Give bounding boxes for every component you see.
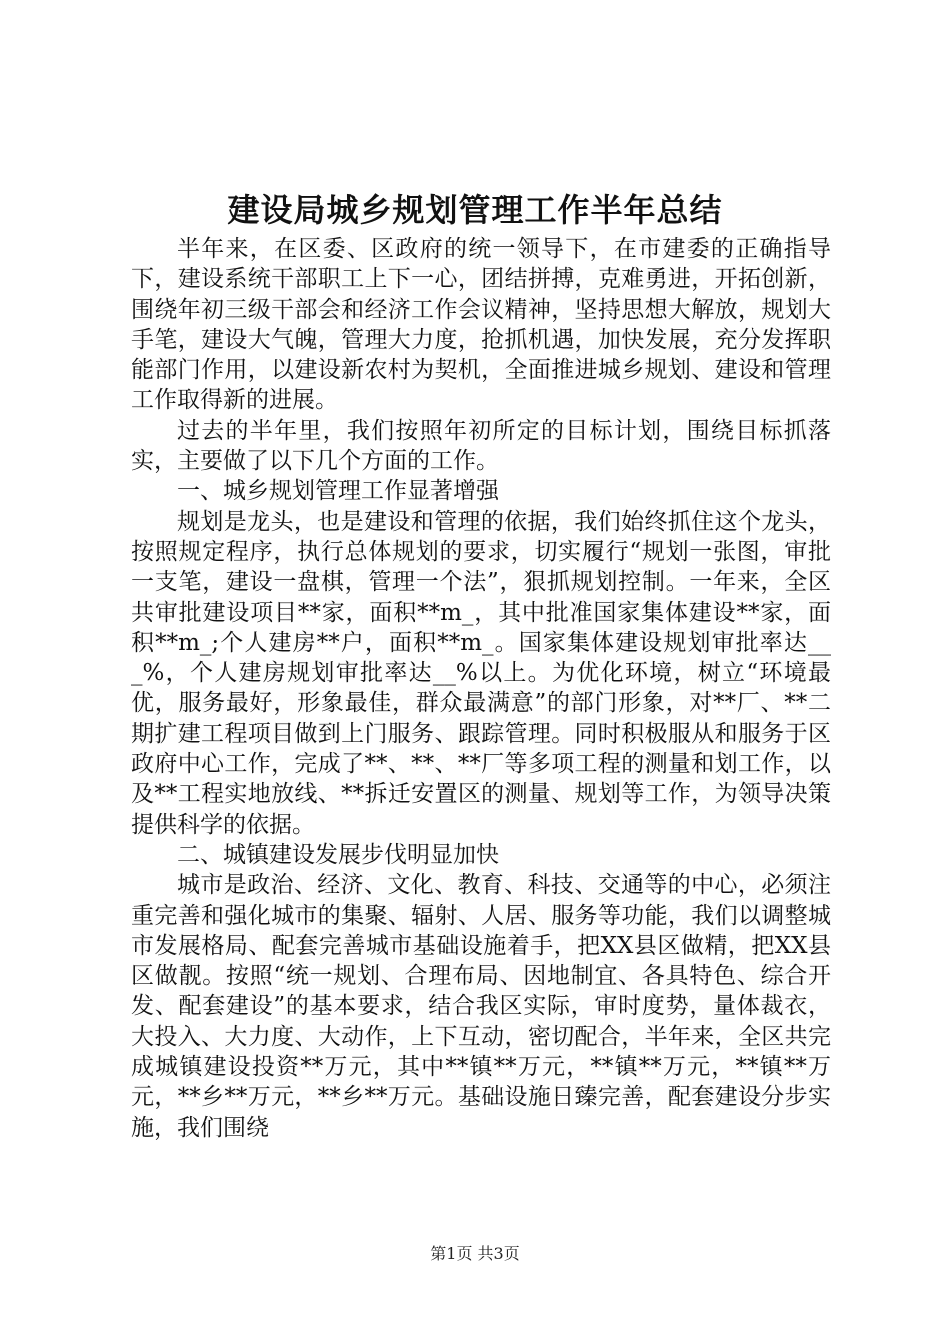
paragraph-planning: 规划是龙头，也是建设和管理的依据，我们始终抓住这个龙头，按照规定程序，执行总体规划的要求，切实履行“规划一张图，审批一支笔，建设一盘棋，管理一个法”，狠抓规划控制。一年来，全区共审批建设项目**家，面积**m_，其中批准国家集体建设**家，面积**m_;个人建房**户，面积**m_。国家集体建设规划审批率达___%，个人建房规划审批率达__%以上。为优化环境，树立“环境最优，服务最好，形象最佳，群众最满意”的部门形象，对**厂、**二期扩建工程项目做到上门服务、跟踪管理。同时积极服从和服务于区政府中心工作，完成了**、**、**厂等多项工程的测量和划工作，以及**工程实地放线、**拆迁安置区的测量、规划等工作，为领导决策提供科学的依据。 [131,508,831,838]
paragraph-construction: 城市是政治、经济、文化、教育、科技、交通等的中心，必须注重完善和强化城市的集聚、辐射、人居、服务等功能，我们以调整城市发展格局、配套完善城市基础设施着手，把XX县区做精，把XX县区做靓。按照“统一规划、合理布局、因地制宜、各具特色、综合开发、配套建设”的基本要求，结合我区实际，审时度势，量体裁衣，大投入、大力度、大动作，上下互动，密切配合，半年来，全区共完成城镇建设投资**万元，其中**镇**万元，**镇**万元，**镇**万元，**乡**万元，**乡**万元。基础设施日臻完善，配套建设分步实施，我们围绕 [131,872,831,1141]
paragraph-overview: 过去的半年里，我们按照年初所定的目标计划，围绕目标抓落实，主要做了以下几个方面的工作。 [131,417,831,475]
document-body [131,234,831,1143]
section-heading-construction: 二、城镇建设发展步伐明显加快 [177,841,499,868]
document-title: 建设局城乡规划管理工作半年总结 [227,191,723,229]
paragraph-intro: 半年来，在区委、区政府的统一领导下，在市建委的正确指导下，建设系统干部职工上下一心，团结拼搏，克难勇进，开拓创新，围绕年初三级干部会和经济工作会议精神，坚持思想大解放，规划大手笔，建设大气魄，管理大力度，抢抓机遇，加快发展，充分发挥职能部门作用，以建设新农村为契机，全面推进城乡规划、建设和管理工作取得新的进展。 [131,236,831,414]
page-number-footer: 第1页 共3页 [430,1244,520,1263]
section-heading-planning: 一、城乡规划管理工作显著增强 [177,478,499,505]
